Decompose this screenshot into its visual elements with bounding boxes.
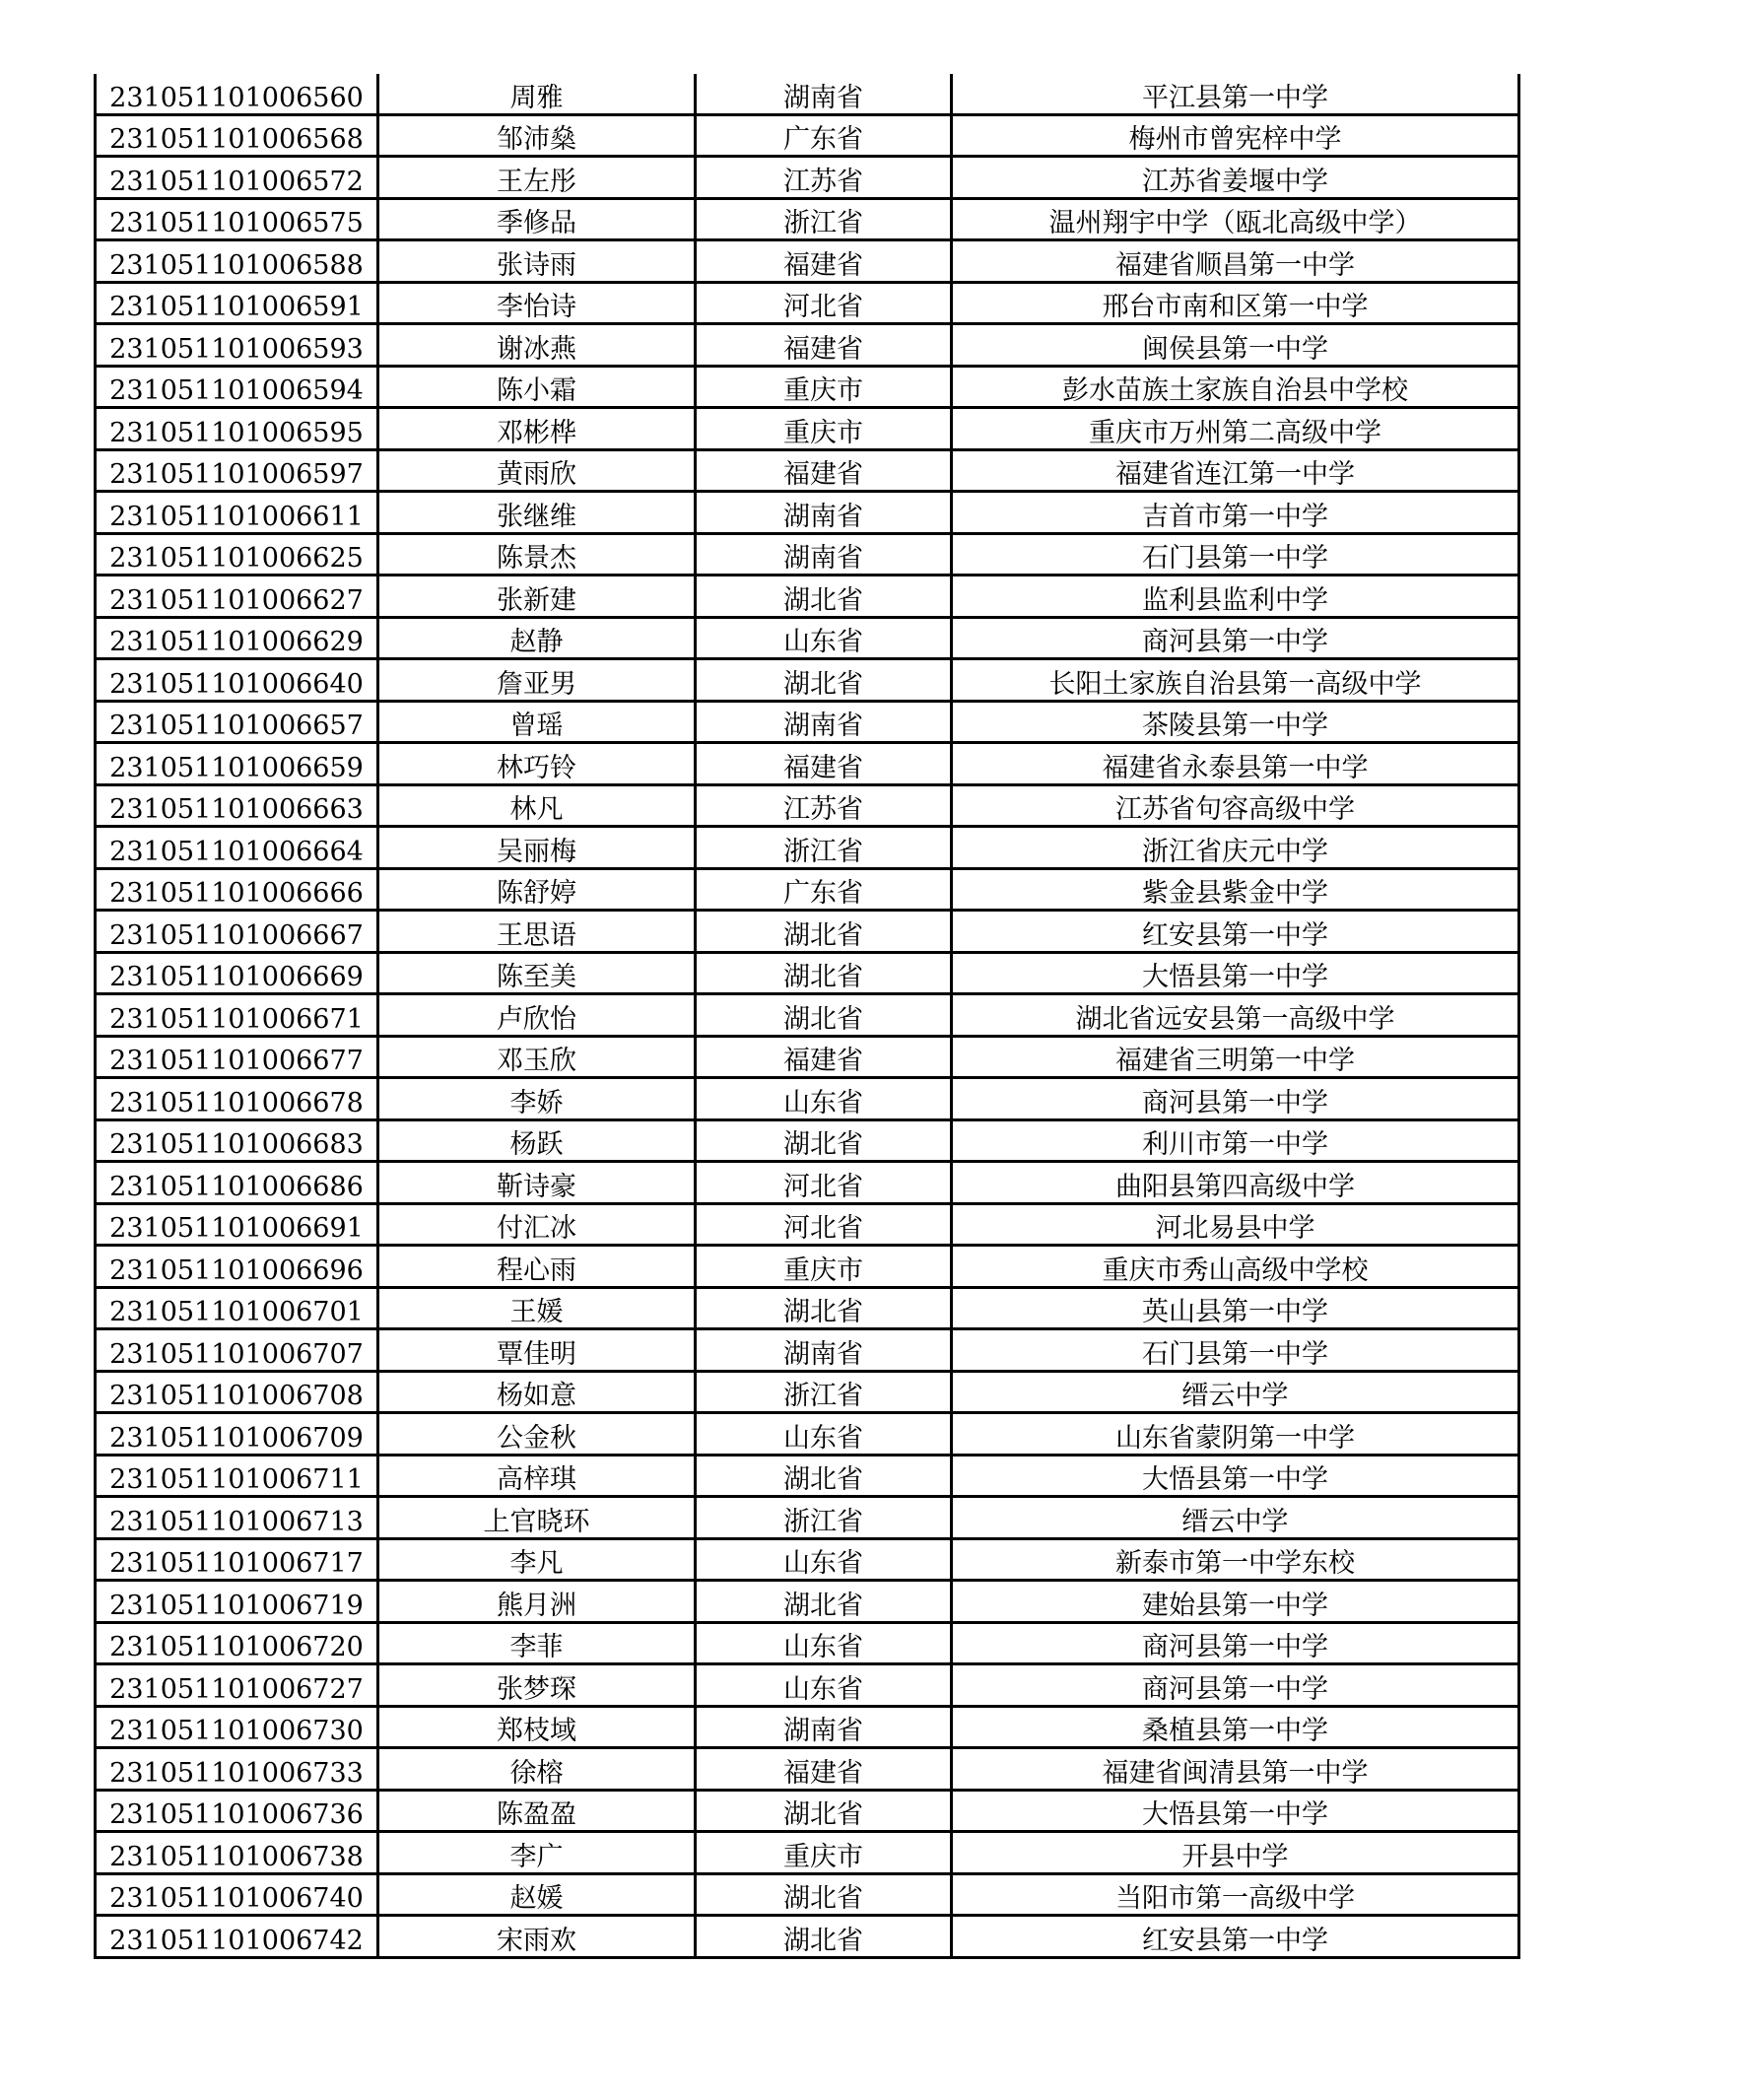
province-cell: 福建省 <box>696 743 952 785</box>
student-list-table <box>94 74 1520 1959</box>
student-name-cell: 张新建 <box>378 576 696 618</box>
candidate-id-cell: 231051101006736 <box>96 1790 378 1832</box>
province-cell: 福建省 <box>696 1036 952 1078</box>
province-cell: 湖北省 <box>696 994 952 1037</box>
student-name-cell: 张诗雨 <box>378 240 696 283</box>
province-cell: 浙江省 <box>696 827 952 869</box>
school-name-cell: 大悟县第一中学 <box>952 952 1519 994</box>
student-name-cell: 黄雨欣 <box>378 449 696 492</box>
candidate-id-cell: 231051101006595 <box>96 408 378 450</box>
province-cell: 山东省 <box>696 1664 952 1707</box>
province-cell: 湖南省 <box>696 701 952 743</box>
table-row <box>96 1119 1519 1162</box>
province-cell: 重庆市 <box>696 366 952 408</box>
province-cell: 重庆市 <box>696 1246 952 1288</box>
candidate-id-cell: 231051101006627 <box>96 576 378 618</box>
candidate-id-cell: 231051101006560 <box>96 74 378 114</box>
school-name-cell: 大悟县第一中学 <box>952 1455 1519 1497</box>
school-name-cell: 曲阳县第四高级中学 <box>952 1162 1519 1204</box>
candidate-id-cell: 231051101006709 <box>96 1413 378 1456</box>
table-row <box>96 114 1519 157</box>
candidate-id-cell: 231051101006733 <box>96 1748 378 1791</box>
student-name-cell: 卢欣怡 <box>378 994 696 1037</box>
candidate-id-cell: 231051101006591 <box>96 282 378 324</box>
table-row <box>96 1287 1519 1329</box>
school-name-cell: 吉首市第一中学 <box>952 492 1519 534</box>
province-cell: 福建省 <box>696 240 952 283</box>
table-row <box>96 408 1519 450</box>
student-name-cell: 李广 <box>378 1832 696 1874</box>
student-name-cell: 林巧铃 <box>378 743 696 785</box>
candidate-id-cell: 231051101006727 <box>96 1664 378 1707</box>
school-name-cell: 商河县第一中学 <box>952 1664 1519 1707</box>
table-row <box>96 994 1519 1037</box>
table-row <box>96 1832 1519 1874</box>
candidate-id-cell: 231051101006678 <box>96 1078 378 1120</box>
candidate-id-cell: 231051101006696 <box>96 1246 378 1288</box>
student-name-cell: 杨跃 <box>378 1119 696 1162</box>
province-cell: 湖南省 <box>696 1329 952 1372</box>
student-name-cell: 高梓琪 <box>378 1455 696 1497</box>
school-name-cell: 重庆市秀山高级中学校 <box>952 1246 1519 1288</box>
table-row <box>96 240 1519 283</box>
student-name-cell: 李菲 <box>378 1622 696 1664</box>
student-name-cell: 周雅 <box>378 74 696 114</box>
student-name-cell: 王左彤 <box>378 157 696 199</box>
candidate-id-cell: 231051101006629 <box>96 617 378 659</box>
school-name-cell: 重庆市万州第二高级中学 <box>952 408 1519 450</box>
table-row <box>96 282 1519 324</box>
school-name-cell: 河北易县中学 <box>952 1203 1519 1246</box>
table-row <box>96 1455 1519 1497</box>
table-row <box>96 1329 1519 1372</box>
province-cell: 山东省 <box>696 617 952 659</box>
school-name-cell: 建始县第一中学 <box>952 1581 1519 1623</box>
province-cell: 江苏省 <box>696 784 952 827</box>
candidate-id-cell: 231051101006572 <box>96 157 378 199</box>
student-name-cell: 付汇冰 <box>378 1203 696 1246</box>
student-name-cell: 王思语 <box>378 911 696 953</box>
province-cell: 湖北省 <box>696 1287 952 1329</box>
table-row <box>96 1706 1519 1748</box>
student-name-cell: 徐榕 <box>378 1748 696 1791</box>
student-name-cell: 吴丽梅 <box>378 827 696 869</box>
table-row <box>96 1916 1519 1958</box>
province-cell: 湖南省 <box>696 74 952 114</box>
province-cell: 浙江省 <box>696 198 952 240</box>
student-name-cell: 陈舒婷 <box>378 868 696 911</box>
school-name-cell: 商河县第一中学 <box>952 1622 1519 1664</box>
candidate-id-cell: 231051101006575 <box>96 198 378 240</box>
candidate-id-cell: 231051101006588 <box>96 240 378 283</box>
student-name-cell: 陈盈盈 <box>378 1790 696 1832</box>
candidate-id-cell: 231051101006597 <box>96 449 378 492</box>
student-name-cell: 谢冰燕 <box>378 324 696 367</box>
province-cell: 湖北省 <box>696 1119 952 1162</box>
table-row <box>96 449 1519 492</box>
student-name-cell: 李凡 <box>378 1538 696 1581</box>
student-name-cell: 陈景杰 <box>378 533 696 576</box>
candidate-id-cell: 231051101006701 <box>96 1287 378 1329</box>
province-cell: 湖北省 <box>696 659 952 702</box>
candidate-id-cell: 231051101006625 <box>96 533 378 576</box>
school-name-cell: 利川市第一中学 <box>952 1119 1519 1162</box>
candidate-id-cell: 231051101006671 <box>96 994 378 1037</box>
table-row <box>96 952 1519 994</box>
student-name-cell: 程心雨 <box>378 1246 696 1288</box>
province-cell: 山东省 <box>696 1413 952 1456</box>
student-name-cell: 上官晓环 <box>378 1497 696 1539</box>
school-name-cell: 石门县第一中学 <box>952 533 1519 576</box>
table-row <box>96 1371 1519 1413</box>
candidate-id-cell: 231051101006669 <box>96 952 378 994</box>
candidate-id-cell: 231051101006640 <box>96 659 378 702</box>
school-name-cell: 当阳市第一高级中学 <box>952 1873 1519 1916</box>
table-row <box>96 1246 1519 1288</box>
province-cell: 河北省 <box>696 282 952 324</box>
student-name-cell: 曾瑶 <box>378 701 696 743</box>
province-cell: 河北省 <box>696 1203 952 1246</box>
province-cell: 福建省 <box>696 324 952 367</box>
school-name-cell: 英山县第一中学 <box>952 1287 1519 1329</box>
candidate-id-cell: 231051101006666 <box>96 868 378 911</box>
table-row <box>96 533 1519 576</box>
student-name-cell: 詹亚男 <box>378 659 696 702</box>
table-row <box>96 366 1519 408</box>
table-row <box>96 74 1519 114</box>
table-row <box>96 1203 1519 1246</box>
student-name-cell: 宋雨欢 <box>378 1916 696 1958</box>
candidate-id-cell: 231051101006713 <box>96 1497 378 1539</box>
candidate-id-cell: 231051101006707 <box>96 1329 378 1372</box>
school-name-cell: 红安县第一中学 <box>952 1916 1519 1958</box>
student-name-cell: 林凡 <box>378 784 696 827</box>
table-row <box>96 1664 1519 1707</box>
table-row <box>96 868 1519 911</box>
school-name-cell: 浙江省庆元中学 <box>952 827 1519 869</box>
candidate-id-cell: 231051101006691 <box>96 1203 378 1246</box>
table-row <box>96 576 1519 618</box>
province-cell: 浙江省 <box>696 1371 952 1413</box>
candidate-id-cell: 231051101006677 <box>96 1036 378 1078</box>
candidate-id-cell: 231051101006708 <box>96 1371 378 1413</box>
table-row <box>96 659 1519 702</box>
candidate-id-cell: 231051101006717 <box>96 1538 378 1581</box>
school-name-cell: 闽侯县第一中学 <box>952 324 1519 367</box>
candidate-id-cell: 231051101006659 <box>96 743 378 785</box>
school-name-cell: 新泰市第一中学东校 <box>952 1538 1519 1581</box>
province-cell: 湖南省 <box>696 1706 952 1748</box>
school-name-cell: 温州翔宇中学（瓯北高级中学） <box>952 198 1519 240</box>
province-cell: 浙江省 <box>696 1497 952 1539</box>
school-name-cell: 桑植县第一中学 <box>952 1706 1519 1748</box>
school-name-cell: 紫金县紫金中学 <box>952 868 1519 911</box>
candidate-id-cell: 231051101006711 <box>96 1455 378 1497</box>
student-name-cell: 张继维 <box>378 492 696 534</box>
candidate-id-cell: 231051101006738 <box>96 1832 378 1874</box>
candidate-id-cell: 231051101006593 <box>96 324 378 367</box>
school-name-cell: 福建省连江第一中学 <box>952 449 1519 492</box>
school-name-cell: 大悟县第一中学 <box>952 1790 1519 1832</box>
candidate-id-cell: 231051101006686 <box>96 1162 378 1204</box>
province-cell: 湖北省 <box>696 911 952 953</box>
candidate-id-cell: 231051101006720 <box>96 1622 378 1664</box>
province-cell: 湖北省 <box>696 576 952 618</box>
school-name-cell: 缙云中学 <box>952 1497 1519 1539</box>
student-name-cell: 赵静 <box>378 617 696 659</box>
school-name-cell: 江苏省句容高级中学 <box>952 784 1519 827</box>
candidate-id-cell: 231051101006594 <box>96 366 378 408</box>
school-name-cell: 开县中学 <box>952 1832 1519 1874</box>
table-row <box>96 1790 1519 1832</box>
table-row <box>96 1078 1519 1120</box>
student-name-cell: 陈至美 <box>378 952 696 994</box>
table-row <box>96 1413 1519 1456</box>
candidate-id-cell: 231051101006568 <box>96 114 378 157</box>
province-cell: 湖南省 <box>696 533 952 576</box>
school-name-cell: 福建省顺昌第一中学 <box>952 240 1519 283</box>
school-name-cell: 长阳土家族自治县第一高级中学 <box>952 659 1519 702</box>
table-row <box>96 827 1519 869</box>
candidate-id-cell: 231051101006740 <box>96 1873 378 1916</box>
province-cell: 广东省 <box>696 114 952 157</box>
school-name-cell: 福建省闽清县第一中学 <box>952 1748 1519 1791</box>
candidate-id-cell: 231051101006663 <box>96 784 378 827</box>
province-cell: 重庆市 <box>696 408 952 450</box>
province-cell: 福建省 <box>696 1748 952 1791</box>
table-row <box>96 492 1519 534</box>
candidate-id-cell: 231051101006730 <box>96 1706 378 1748</box>
candidate-id-cell: 231051101006742 <box>96 1916 378 1958</box>
province-cell: 湖南省 <box>696 492 952 534</box>
province-cell: 重庆市 <box>696 1832 952 1874</box>
table-row <box>96 701 1519 743</box>
student-name-cell: 熊月洲 <box>378 1581 696 1623</box>
table-row <box>96 617 1519 659</box>
student-name-cell: 邓彬桦 <box>378 408 696 450</box>
province-cell: 山东省 <box>696 1538 952 1581</box>
school-name-cell: 彭水苗族土家族自治县中学校 <box>952 366 1519 408</box>
province-cell: 湖北省 <box>696 1790 952 1832</box>
student-name-cell: 李娇 <box>378 1078 696 1120</box>
candidate-id-cell: 231051101006611 <box>96 492 378 534</box>
table-row <box>96 1036 1519 1078</box>
school-name-cell: 缙云中学 <box>952 1371 1519 1413</box>
student-name-cell: 公金秋 <box>378 1413 696 1456</box>
candidate-id-cell: 231051101006664 <box>96 827 378 869</box>
student-list-table-container <box>94 74 1517 1959</box>
school-name-cell: 山东省蒙阴第一中学 <box>952 1413 1519 1456</box>
school-name-cell: 茶陵县第一中学 <box>952 701 1519 743</box>
province-cell: 福建省 <box>696 449 952 492</box>
table-row <box>96 198 1519 240</box>
candidate-id-cell: 231051101006719 <box>96 1581 378 1623</box>
school-name-cell: 石门县第一中学 <box>952 1329 1519 1372</box>
table-row <box>96 1748 1519 1791</box>
province-cell: 广东省 <box>696 868 952 911</box>
student-name-cell: 赵媛 <box>378 1873 696 1916</box>
province-cell: 湖北省 <box>696 1455 952 1497</box>
table-row <box>96 911 1519 953</box>
school-name-cell: 监利县监利中学 <box>952 576 1519 618</box>
candidate-id-cell: 231051101006683 <box>96 1119 378 1162</box>
table-row <box>96 1162 1519 1204</box>
student-name-cell: 郑枝域 <box>378 1706 696 1748</box>
student-name-cell: 邓玉欣 <box>378 1036 696 1078</box>
school-name-cell: 商河县第一中学 <box>952 1078 1519 1120</box>
province-cell: 湖北省 <box>696 1873 952 1916</box>
table-row <box>96 157 1519 199</box>
school-name-cell: 江苏省姜堰中学 <box>952 157 1519 199</box>
table-body <box>96 74 1519 1957</box>
student-name-cell: 季修品 <box>378 198 696 240</box>
province-cell: 山东省 <box>696 1622 952 1664</box>
province-cell: 湖北省 <box>696 952 952 994</box>
school-name-cell: 红安县第一中学 <box>952 911 1519 953</box>
province-cell: 江苏省 <box>696 157 952 199</box>
table-row <box>96 1873 1519 1916</box>
school-name-cell: 梅州市曾宪梓中学 <box>952 114 1519 157</box>
student-name-cell: 陈小霜 <box>378 366 696 408</box>
school-name-cell: 邢台市南和区第一中学 <box>952 282 1519 324</box>
school-name-cell: 平江县第一中学 <box>952 74 1519 114</box>
province-cell: 河北省 <box>696 1162 952 1204</box>
province-cell: 湖北省 <box>696 1916 952 1958</box>
school-name-cell: 福建省永泰县第一中学 <box>952 743 1519 785</box>
student-name-cell: 杨如意 <box>378 1371 696 1413</box>
school-name-cell: 福建省三明第一中学 <box>952 1036 1519 1078</box>
student-name-cell: 覃佳明 <box>378 1329 696 1372</box>
table-row <box>96 1497 1519 1539</box>
student-name-cell: 靳诗豪 <box>378 1162 696 1204</box>
table-row <box>96 1581 1519 1623</box>
table-row <box>96 1622 1519 1664</box>
student-name-cell: 张梦琛 <box>378 1664 696 1707</box>
candidate-id-cell: 231051101006667 <box>96 911 378 953</box>
table-row <box>96 743 1519 785</box>
school-name-cell: 湖北省远安县第一高级中学 <box>952 994 1519 1037</box>
student-name-cell: 李怡诗 <box>378 282 696 324</box>
school-name-cell: 商河县第一中学 <box>952 617 1519 659</box>
candidate-id-cell: 231051101006657 <box>96 701 378 743</box>
table-row <box>96 324 1519 367</box>
province-cell: 山东省 <box>696 1078 952 1120</box>
province-cell: 湖北省 <box>696 1581 952 1623</box>
student-name-cell: 邹沛燊 <box>378 114 696 157</box>
student-name-cell: 王媛 <box>378 1287 696 1329</box>
table-row <box>96 1538 1519 1581</box>
table-row <box>96 784 1519 827</box>
